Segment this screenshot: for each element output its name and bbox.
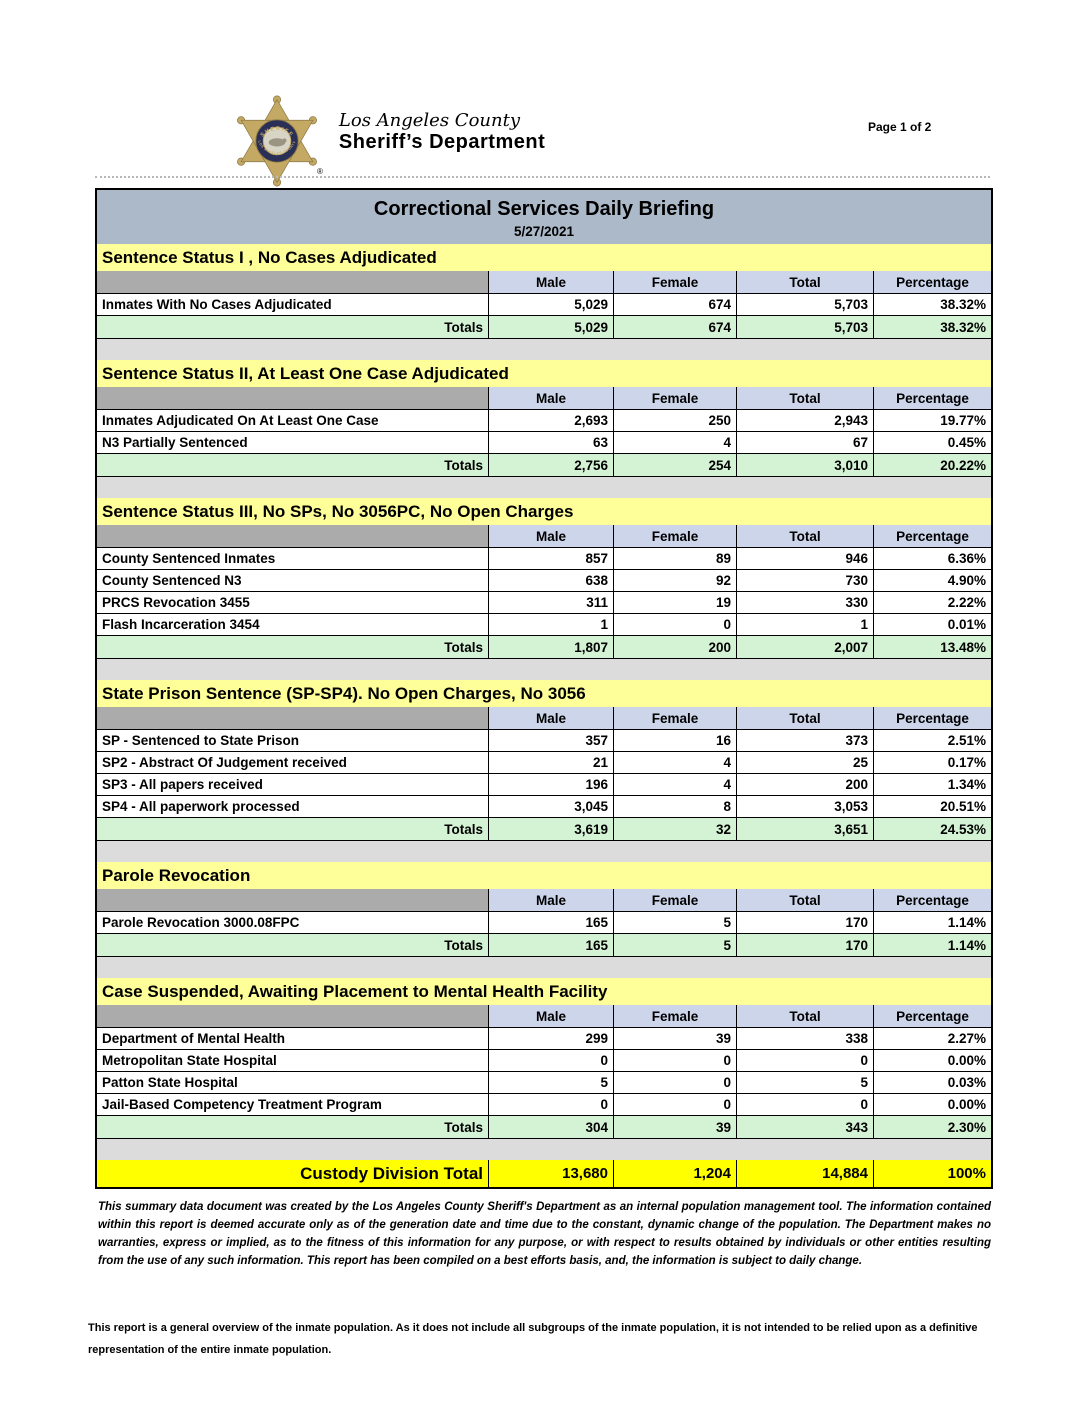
column-header-total: Total [736, 271, 873, 293]
totals-label: Totals [97, 818, 488, 840]
column-header-male: Male [488, 525, 613, 547]
row-value-female: 89 [613, 548, 736, 569]
section-spacer [97, 841, 991, 862]
totals-value-male: 165 [488, 934, 613, 956]
column-header-row [97, 707, 991, 730]
row-value-female: 0 [613, 1072, 736, 1093]
column-header-male: Male [488, 271, 613, 293]
row-value-male: 5,029 [488, 294, 613, 315]
row-value-total: 200 [736, 774, 873, 795]
row-value-percentage: 2.51% [873, 730, 991, 751]
row-label: SP - Sentenced to State Prison [97, 730, 488, 751]
totals-label: Totals [97, 636, 488, 658]
row-value-male: 0 [488, 1094, 613, 1115]
totals-value-female: 254 [613, 454, 736, 476]
column-header-percentage: Percentage [873, 889, 991, 911]
totals-value-total: 343 [736, 1116, 873, 1138]
section-title: Case Suspended, Awaiting Placement to Mental Health Facility [97, 978, 991, 1005]
row-value-female: 250 [613, 410, 736, 431]
column-header-female: Female [613, 387, 736, 409]
report-date: 5/27/2021 [97, 224, 991, 244]
section-spacer [97, 339, 991, 360]
table-row [97, 614, 991, 636]
totals-value-percentage: 13.48% [873, 636, 991, 658]
row-value-percentage: 0.00% [873, 1094, 991, 1115]
table-row [97, 730, 991, 752]
column-header-percentage: Percentage [873, 271, 991, 293]
table-row [97, 410, 991, 432]
table-row [97, 1072, 991, 1094]
row-value-male: 165 [488, 912, 613, 933]
totals-value-total: 170 [736, 934, 873, 956]
row-value-male: 196 [488, 774, 613, 795]
grand-total-label: Custody Division Total [97, 1160, 488, 1187]
grand-total-female: 1,204 [613, 1160, 736, 1187]
sheriff-star-badge-icon [231, 95, 323, 187]
totals-value-female: 5 [613, 934, 736, 956]
totals-label: Totals [97, 454, 488, 476]
row-value-total: 3,053 [736, 796, 873, 817]
table-row [97, 774, 991, 796]
row-label: Department of Mental Health [97, 1028, 488, 1049]
row-value-total: 338 [736, 1028, 873, 1049]
column-header-male: Male [488, 387, 613, 409]
row-value-male: 311 [488, 592, 613, 613]
totals-value-male: 5,029 [488, 316, 613, 338]
row-value-total: 730 [736, 570, 873, 591]
column-header-female: Female [613, 271, 736, 293]
column-header-stub [97, 707, 488, 729]
row-label: County Sentenced Inmates [97, 548, 488, 569]
section-totals-row [97, 636, 991, 659]
column-header-percentage: Percentage [873, 525, 991, 547]
totals-value-percentage: 1.14% [873, 934, 991, 956]
row-label: Inmates With No Cases Adjudicated [97, 294, 488, 315]
table-row [97, 912, 991, 934]
badge-ring-top-text: SHERIFF [259, 126, 295, 139]
report-title: Correctional Services Daily Briefing [97, 190, 991, 224]
column-header-female: Female [613, 889, 736, 911]
row-label: N3 Partially Sentenced [97, 432, 488, 453]
section-title: Sentence Status I , No Cases Adjudicated [97, 244, 991, 271]
row-value-percentage: 6.36% [873, 548, 991, 569]
row-label: Flash Incarceration 3454 [97, 614, 488, 635]
table-row [97, 1028, 991, 1050]
row-value-male: 5 [488, 1072, 613, 1093]
row-label: Inmates Adjudicated On At Least One Case [97, 410, 488, 431]
totals-label: Totals [97, 1116, 488, 1138]
totals-value-total: 3,651 [736, 818, 873, 840]
row-value-percentage: 0.17% [873, 752, 991, 773]
column-header-total: Total [736, 525, 873, 547]
totals-value-male: 2,756 [488, 454, 613, 476]
row-label: Patton State Hospital [97, 1072, 488, 1093]
section-spacer [97, 957, 991, 978]
column-header-male: Male [488, 889, 613, 911]
section-spacer [97, 659, 991, 680]
column-header-female: Female [613, 1005, 736, 1027]
table-row [97, 752, 991, 774]
grand-total-percentage: 100% [873, 1160, 991, 1187]
section-title: Sentence Status III, No SPs, No 3056PC, No Open Charges [97, 498, 991, 525]
row-value-total: 0 [736, 1094, 873, 1115]
table-row [97, 1050, 991, 1072]
row-value-percentage: 19.77% [873, 410, 991, 431]
table-row [97, 432, 991, 454]
row-value-total: 2,943 [736, 410, 873, 431]
overview-note-text: This report is a general overview of the inmate population. As it does not include all subgroups of the inmate population, it is not intended to be relied upon as a definitive representation of the entire inmate population. [88, 1322, 978, 1356]
row-value-male: 857 [488, 548, 613, 569]
badge-ring-bottom-text: LOS ANGELES COUNTY [257, 140, 297, 156]
column-header-male: Male [488, 707, 613, 729]
department-name: Sheriff’s Department [338, 131, 546, 153]
row-value-male: 3,045 [488, 796, 613, 817]
grand-total-total: 14,884 [736, 1160, 873, 1187]
column-header-female: Female [613, 707, 736, 729]
section-title: Parole Revocation [97, 862, 991, 889]
table-row [97, 1094, 991, 1116]
totals-value-total: 3,010 [736, 454, 873, 476]
column-header-percentage: Percentage [873, 707, 991, 729]
row-label: SP4 - All paperwork processed [97, 796, 488, 817]
totals-value-female: 32 [613, 818, 736, 840]
row-value-male: 299 [488, 1028, 613, 1049]
column-header-stub [97, 889, 488, 911]
row-value-female: 5 [613, 912, 736, 933]
totals-value-male: 304 [488, 1116, 613, 1138]
column-header-total: Total [736, 889, 873, 911]
column-header-male: Male [488, 1005, 613, 1027]
column-header-stub [97, 387, 488, 409]
column-header-stub [97, 525, 488, 547]
section-totals-row [97, 454, 991, 477]
row-value-female: 674 [613, 294, 736, 315]
row-value-female: 4 [613, 432, 736, 453]
row-value-male: 638 [488, 570, 613, 591]
row-value-male: 1 [488, 614, 613, 635]
column-header-total: Total [736, 707, 873, 729]
column-header-row [97, 1005, 991, 1028]
totals-value-percentage: 2.30% [873, 1116, 991, 1138]
column-header-female: Female [613, 525, 736, 547]
column-header-row [97, 271, 991, 294]
section-spacer [97, 477, 991, 498]
column-header-total: Total [736, 1005, 873, 1027]
column-header-row [97, 889, 991, 912]
totals-value-total: 2,007 [736, 636, 873, 658]
row-value-female: 92 [613, 570, 736, 591]
table-row [97, 592, 991, 614]
column-header-percentage: Percentage [873, 1005, 991, 1027]
row-value-percentage: 1.34% [873, 774, 991, 795]
row-value-female: 0 [613, 1094, 736, 1115]
totals-value-percentage: 20.22% [873, 454, 991, 476]
custody-division-total-row [97, 1160, 991, 1187]
row-value-percentage: 1.14% [873, 912, 991, 933]
row-value-total: 170 [736, 912, 873, 933]
totals-value-percentage: 24.53% [873, 818, 991, 840]
row-value-female: 16 [613, 730, 736, 751]
row-value-percentage: 2.22% [873, 592, 991, 613]
row-value-percentage: 0.03% [873, 1072, 991, 1093]
row-value-male: 21 [488, 752, 613, 773]
row-value-total: 25 [736, 752, 873, 773]
column-header-row [97, 525, 991, 548]
page-number: Page 1 of 2 [868, 120, 932, 134]
row-value-total: 5 [736, 1072, 873, 1093]
agency-name: Los Angeles County [338, 110, 520, 131]
totals-value-female: 200 [613, 636, 736, 658]
row-value-total: 67 [736, 432, 873, 453]
row-value-female: 8 [613, 796, 736, 817]
grand-total-male: 13,680 [488, 1160, 613, 1187]
column-header-row [97, 387, 991, 410]
column-header-percentage: Percentage [873, 387, 991, 409]
section-title: Sentence Status II, At Least One Case Adjudicated [97, 360, 991, 387]
disclaimer-text: This summary data document was created by the Los Angeles County Sheriff's Department as an internal population management tool. The information contained within this report is deemed accurate only as of the generation date and time due to the constant, dynamic change of the population. The Department makes no warranties, express or implied, as to the fitness of this information for any purpose, or with respect to results obtained by individuals or other entities resulting from the use of any such information. This report has been compiled on a best efforts basis, and, the information is subject to daily change. [98, 1200, 991, 1267]
totals-value-percentage: 38.32% [873, 316, 991, 338]
section-totals-row [97, 818, 991, 841]
row-value-total: 330 [736, 592, 873, 613]
section-title: State Prison Sentence (SP-SP4). No Open Charges, No 3056 [97, 680, 991, 707]
row-value-total: 946 [736, 548, 873, 569]
agency-wordmark [339, 111, 545, 153]
row-label: Parole Revocation 3000.08FPC [97, 912, 488, 933]
row-value-total: 0 [736, 1050, 873, 1071]
section-totals-row [97, 316, 991, 339]
agency-logo [231, 95, 545, 187]
row-value-female: 0 [613, 1050, 736, 1071]
row-value-male: 0 [488, 1050, 613, 1071]
section-totals-row [97, 1116, 991, 1139]
row-label: SP2 - Abstract Of Judgement received [97, 752, 488, 773]
row-label: SP3 - All papers received [97, 774, 488, 795]
table-row [97, 548, 991, 570]
table-row [97, 570, 991, 592]
row-value-percentage: 20.51% [873, 796, 991, 817]
row-value-total: 5,703 [736, 294, 873, 315]
table-row [97, 294, 991, 316]
report-sections [97, 244, 991, 1160]
totals-value-male: 3,619 [488, 818, 613, 840]
row-value-female: 0 [613, 614, 736, 635]
registered-trademark-mark: ® [317, 167, 323, 176]
column-header-stub [97, 1005, 488, 1027]
row-label: Jail-Based Competency Treatment Program [97, 1094, 488, 1115]
totals-value-female: 39 [613, 1116, 736, 1138]
row-value-female: 39 [613, 1028, 736, 1049]
column-header-total: Total [736, 387, 873, 409]
row-value-percentage: 0.45% [873, 432, 991, 453]
table-row [97, 796, 991, 818]
row-value-male: 63 [488, 432, 613, 453]
briefing-table [95, 188, 993, 1189]
row-label: Metropolitan State Hospital [97, 1050, 488, 1071]
row-label: County Sentenced N3 [97, 570, 488, 591]
row-value-female: 4 [613, 752, 736, 773]
row-value-total: 373 [736, 730, 873, 751]
row-value-percentage: 0.01% [873, 614, 991, 635]
totals-value-female: 674 [613, 316, 736, 338]
row-value-female: 19 [613, 592, 736, 613]
row-value-percentage: 38.32% [873, 294, 991, 315]
row-value-percentage: 0.00% [873, 1050, 991, 1071]
section-spacer [97, 1139, 991, 1160]
row-value-male: 357 [488, 730, 613, 751]
totals-label: Totals [97, 316, 488, 338]
column-header-stub [97, 271, 488, 293]
row-label: PRCS Revocation 3455 [97, 592, 488, 613]
row-value-total: 1 [736, 614, 873, 635]
row-value-male: 2,693 [488, 410, 613, 431]
totals-value-male: 1,807 [488, 636, 613, 658]
row-value-percentage: 4.90% [873, 570, 991, 591]
row-value-percentage: 2.27% [873, 1028, 991, 1049]
totals-value-total: 5,703 [736, 316, 873, 338]
totals-label: Totals [97, 934, 488, 956]
header-divider-line [95, 176, 990, 178]
section-totals-row [97, 934, 991, 957]
row-value-female: 4 [613, 774, 736, 795]
